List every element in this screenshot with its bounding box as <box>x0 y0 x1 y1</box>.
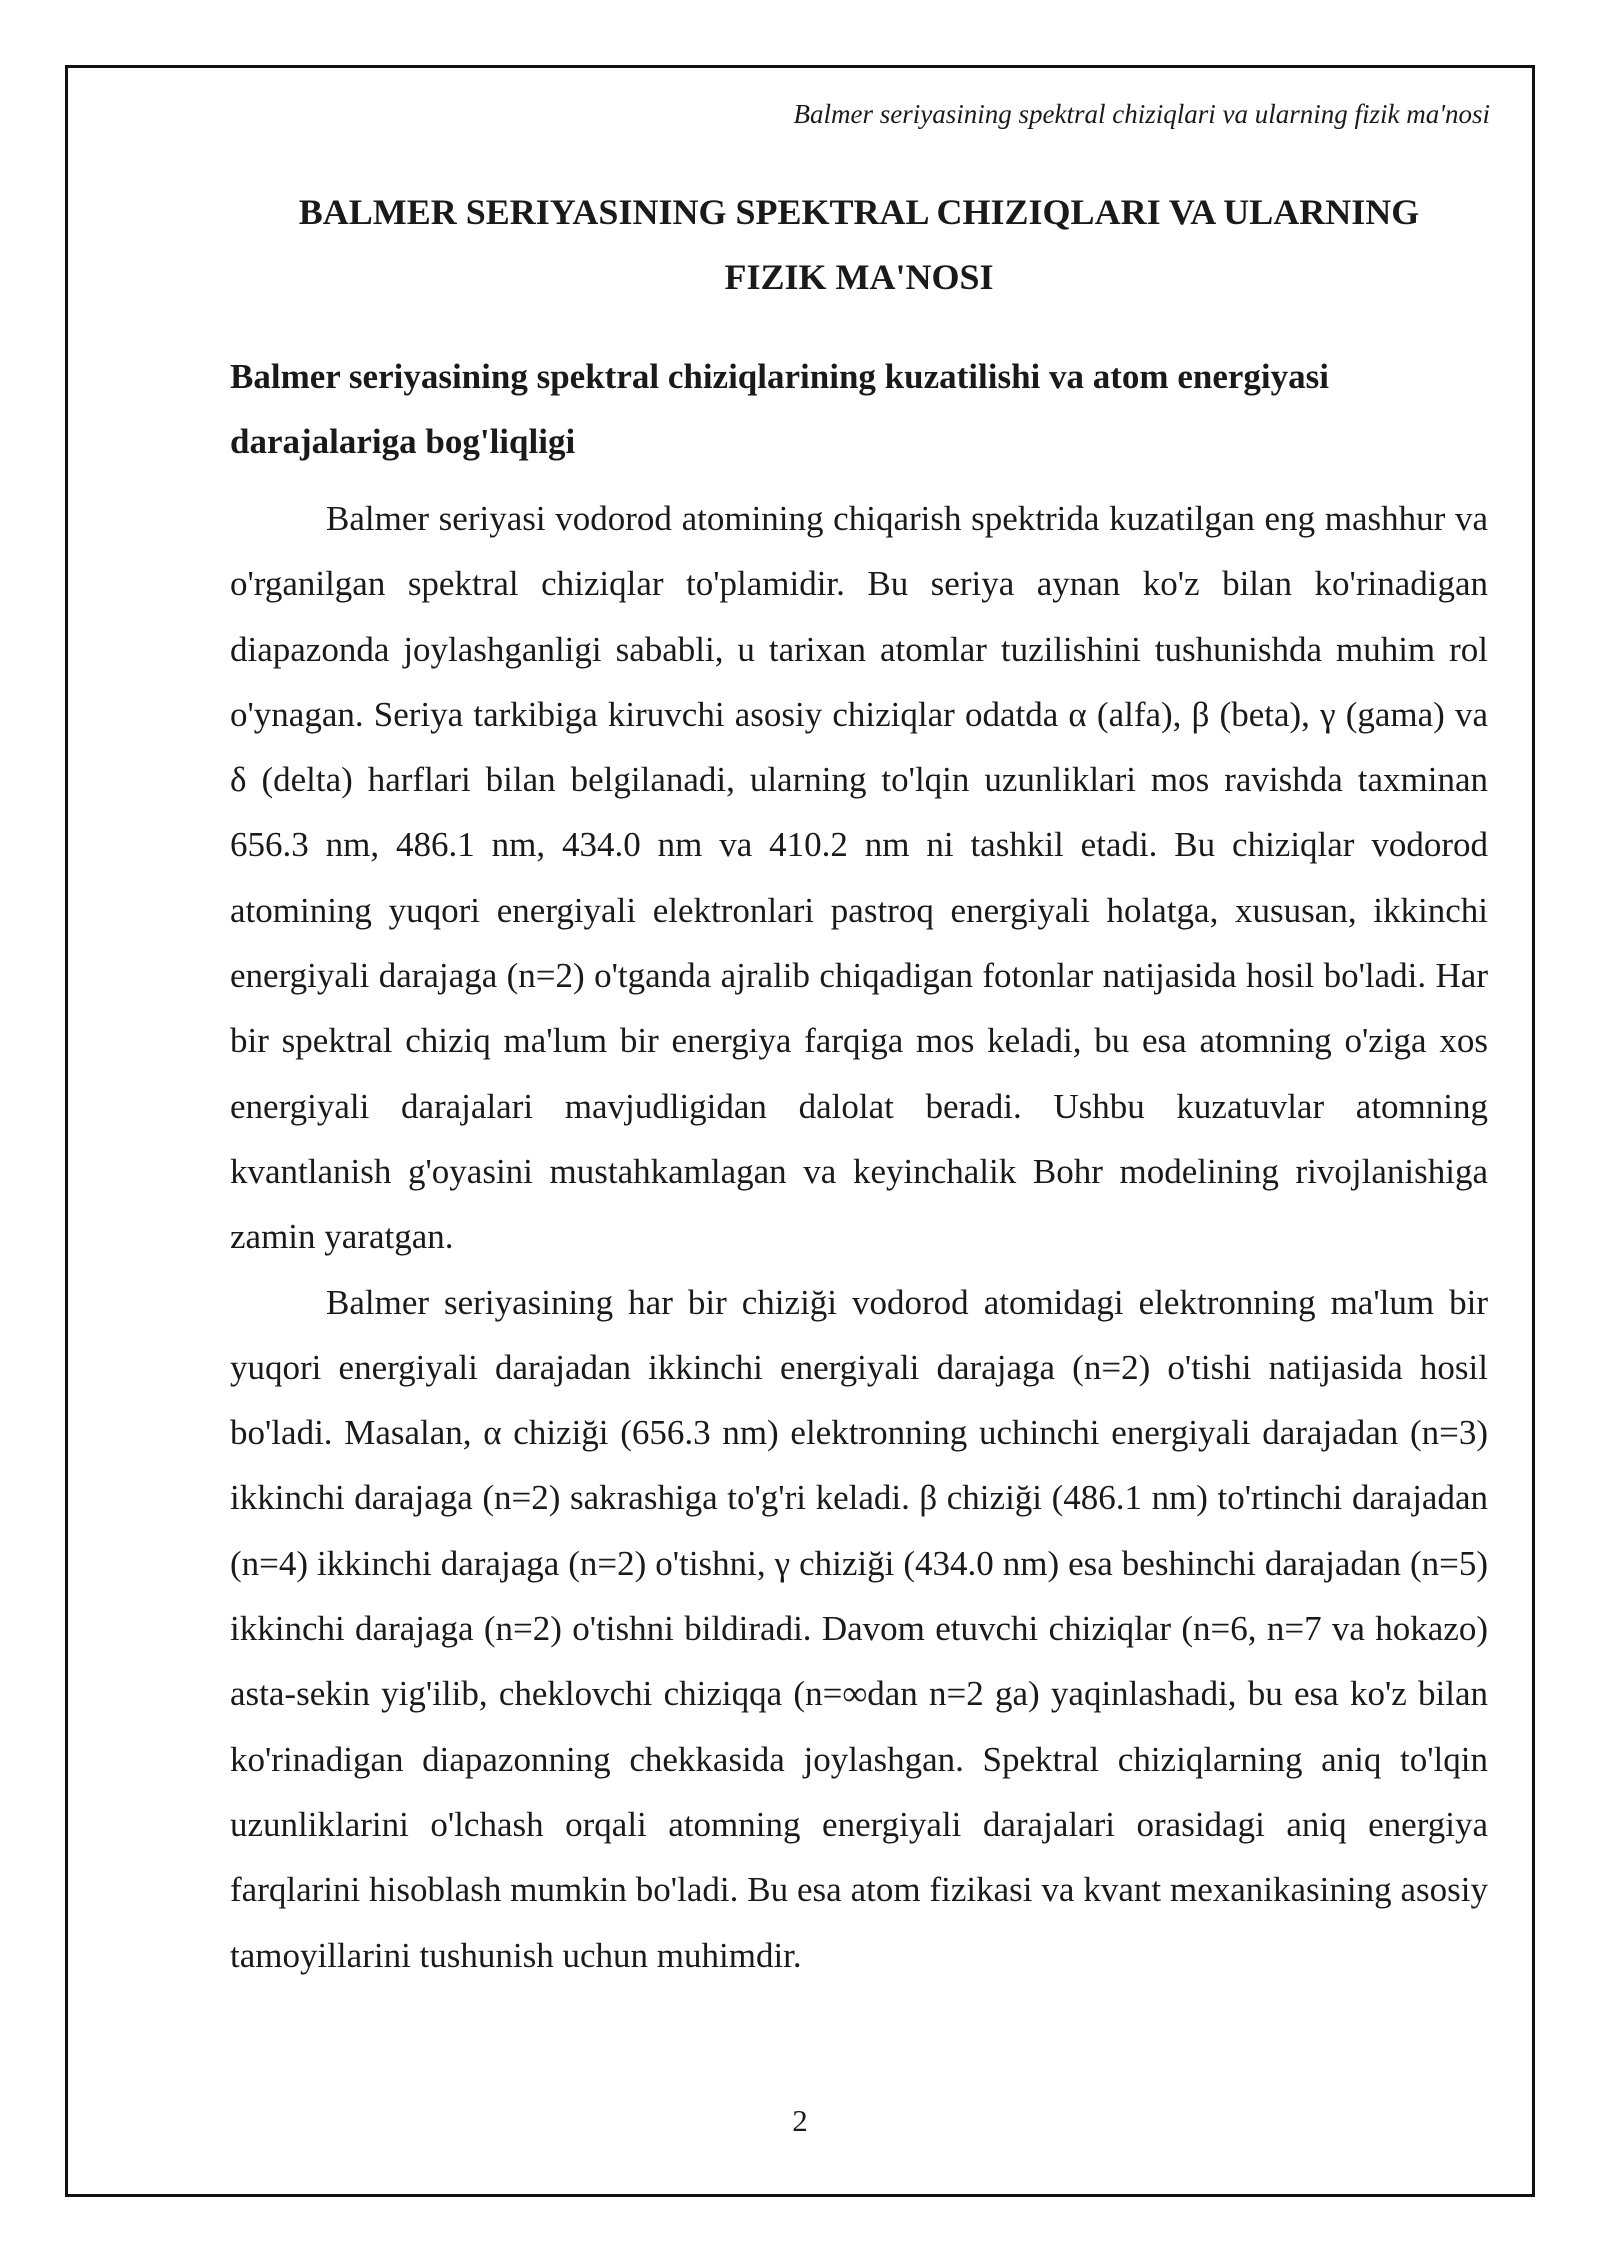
section-heading: Balmer seriyasining spektral chiziqlarining kuzatilishi va atom energiyasi darajalariga bog'liqligi <box>230 357 1329 461</box>
page-number: 2 <box>792 2103 808 2138</box>
document-title <box>230 180 1488 310</box>
running-header: Balmer seriyasining spektral chiziqlari va ularning fizik ma'nosi <box>793 99 1490 129</box>
paragraph-2: Balmer seriyasining har bir chiziği vodorod atomidagi elektronning ma'lum bir yuqori energiyali darajadan ikkinchi energiyali darajaga (n=2) o'tishi natijasida hosil bo'ladi. Masalan, α chiziği (656.3 nm) elektronning uchinchi energiyali darajadan (n=3) ikkinchi darajaga (n=2) sakrashiga to'g'ri keladi. β chiziği (486.1 nm) to'rtinchi darajadan (n=4) ikkinchi darajaga (n=2) o'tishni, γ chiziği (434.0 nm) esa beshinchi darajadan (n=5) ikkinchi darajaga (n=2) o'tishni bildiradi. Davom etuvchi chiziqlar (n=6, n=7 va hokazo) asta-sekin yig'ilib, cheklovchi chiziqqa (n=∞dan n=2 ga) yaqinlashadi, bu esa ko'z bilan ko'rinadigan diapazonning chekkasida joylashgan. Spektral chiziqlarning aniq to'lqin uzunliklarini o'lchash orqali atomning energiyali darajalari orasidagi aniq energiya farqlarini hisoblash mumkin bo'ladi. Bu esa atom fizikasi va kvant mexanikasining asosiy tamoyillarini tushunish uchun muhimdir. <box>230 1282 1488 1975</box>
paragraph-1: Balmer seriyasi vodorod atomining chiqarish spektrida kuzatilgan eng mashhur va o'rganilgan spektral chiziqlar to'plamidir. Bu seriya aynan ko'z bilan ko'rinadigan diapazonda joylashganligi sababli, u tarixan atomlar tuzilishini tushunishda muhim rol o'ynagan. Seriya tarkibiga kiruvchi asosiy chiziqlar odatda α (alfa), β (beta), γ (gama) va δ (delta) harflari bilan belgilanadi, ularning to'lqin uzunliklari mos ravishda taxminan 656.3 nm, 486.1 nm, 434.0 nm va 410.2 nm ni tashkil etadi. Bu chiziqlar vodorod atomining yuqori energiyali elektronlari pastroq energiyali holatga, xususan, ikkinchi energiyali darajaga (n=2) o'tganda ajralib chiqadigan fotonlar natijasida hosil bo'ladi. Har bir spektral chiziq ma'lum bir energiya farqiga mos keladi, bu esa atomning o'ziga xos energiyali darajalari mavjudligidan dalolat beradi. Ushbu kuzatuvlar atomning kvantlanish g'oyasini mustahkamlagan va keyinchalik Bohr modelining rivojlanishiga zamin yaratgan. <box>230 499 1488 1257</box>
document-title-line-2: FIZIK MA'NOSI <box>724 257 994 297</box>
document-body <box>230 180 1488 1988</box>
document-title-line-1: BALMER SERIYASINING SPEKTRAL CHIZIQLARI VA ULARNING <box>298 192 1420 232</box>
